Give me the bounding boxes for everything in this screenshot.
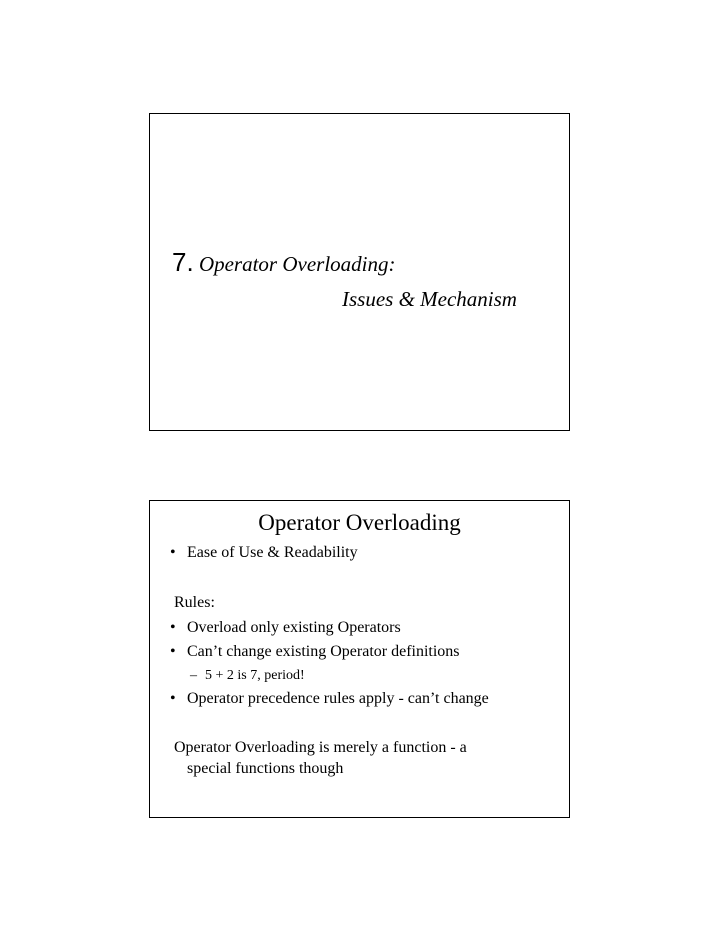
bullet-ease-of-use (170, 543, 358, 563)
bullet-icon: • (170, 544, 176, 561)
bullet-icon: • (170, 619, 176, 636)
content-slide (149, 500, 570, 818)
sub-bullet-text: 5 + 2 is 7, period! (205, 668, 305, 683)
bullet-rule-3 (170, 689, 489, 709)
bullet-rule-1 (170, 618, 401, 638)
bullet-text: Overload only existing Operators (187, 619, 401, 636)
bullet-rule-2 (170, 642, 460, 662)
rules-heading: Rules: (174, 594, 215, 611)
closing-line-2: special functions though (187, 760, 344, 777)
dash-icon: – (190, 668, 197, 683)
title-text-1: Operator Overloading: (198, 252, 396, 276)
bullet-text: Operator precedence rules apply - can’t change (187, 690, 489, 707)
bullet-icon: • (170, 690, 176, 707)
bullet-text: Ease of Use & Readability (187, 544, 358, 561)
slide-title: Operator Overloading (258, 510, 461, 535)
title-line-2: Issues & Mechanism (342, 287, 517, 311)
chapter-number: 7. (172, 247, 194, 277)
bullet-icon: • (170, 643, 176, 660)
closing-line-1: Operator Overloading is merely a function - a (174, 739, 467, 756)
bullet-text: Can’t change existing Operator definitions (187, 643, 460, 660)
sub-bullet-example (190, 667, 305, 685)
title-line-1 (172, 247, 396, 279)
title-slide (149, 113, 570, 431)
